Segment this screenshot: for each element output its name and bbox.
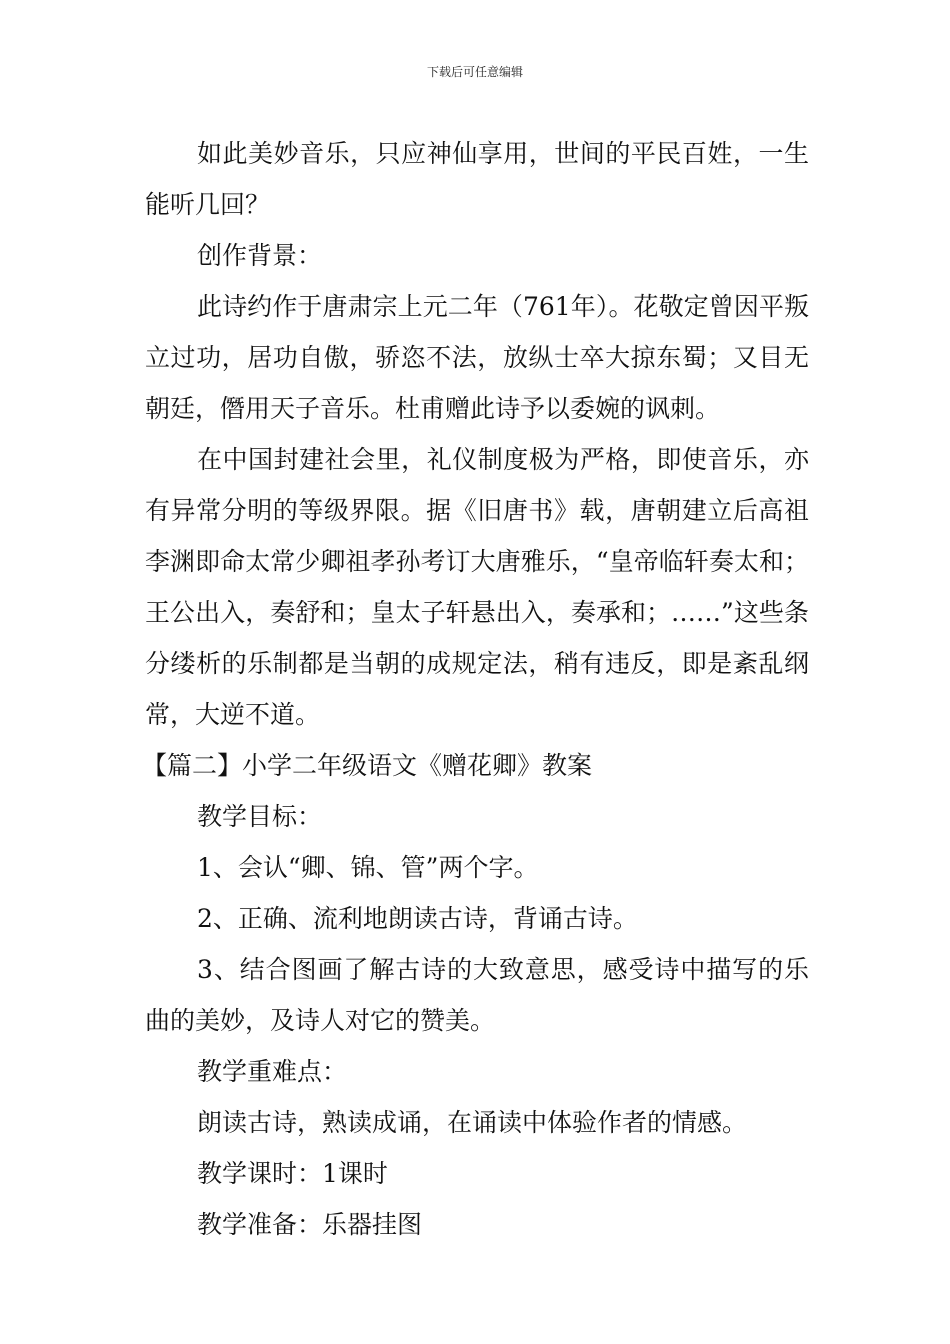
objective-item-1: 1、会认“卿、锦、管”两个字。 xyxy=(197,853,539,882)
objective-item-2: 2、正确、流利地朗读古诗，背诵古诗。 xyxy=(197,904,638,933)
section-heading-part-two: 【篇二】小学二年级语文《赠花卿》教案 xyxy=(142,751,593,780)
paragraph-class-hours: 教学课时：1课时 xyxy=(197,1159,388,1188)
page-header: 下载后可任意编辑 xyxy=(426,65,523,79)
section-label-key-points: 教学重难点： xyxy=(197,1057,348,1086)
paragraph-ritual-system: 在中国封建社会里，礼仪制度极为严格，即使音乐，亦有异常分明的等级界限。据《旧唐书》载，唐朝建立后高祖李渊即命太常少卿祖孝孙考订大唐雅乐，“皇帝临轩奏太和；王公出入，奏舒和；皇太子轩悬出入，奏承和；……”这些条分缕析的乐制都是当朝的成规定法，稍有违反，即是紊乱纲常，大逆不道。 xyxy=(145,445,809,729)
document-body xyxy=(142,128,809,1250)
paragraph-preparation: 教学准备：乐器挂图 xyxy=(197,1210,423,1239)
paragraph-key-points: 朗读古诗，熟读成诵，在诵读中体验作者的情感。 xyxy=(197,1108,748,1137)
objective-item-3: 3、结合图画了解古诗的大致意思，感受诗中描写的乐曲的美妙，及诗人对它的赞美。 xyxy=(145,955,809,1035)
paragraph-music-appreciation: 如此美妙音乐，只应神仙享用，世间的平民百姓，一生能听几回？ xyxy=(145,139,809,219)
section-label-objectives: 教学目标： xyxy=(197,802,323,831)
paragraph-background: 此诗约作于唐肃宗上元二年（761年）。花敬定曾因平叛立过功，居功自傲，骄恣不法，放纵士卒大掠东蜀；又目无朝廷，僭用天子音乐。杜甫赠此诗予以委婉的讽刺。 xyxy=(145,292,809,423)
section-label-background: 创作背景： xyxy=(197,241,323,270)
